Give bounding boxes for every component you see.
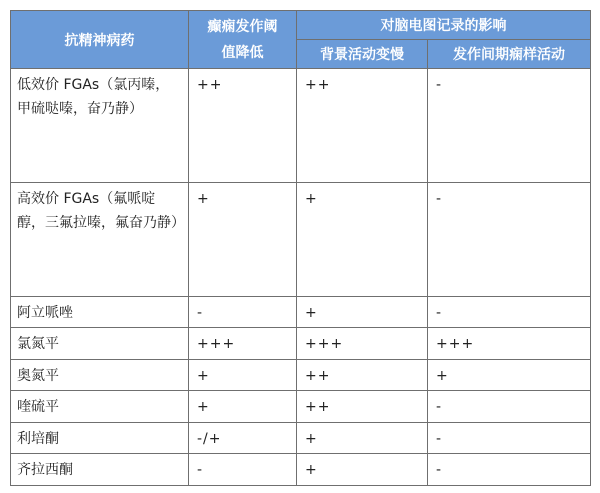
threshold-value: - [189,454,297,486]
drug-name: 利培酮 [11,422,189,454]
drug-name: 高效价 FGAs（氟哌啶醇，三氟拉嗪，氟奋乃静） [11,182,189,296]
header-eeg-group: 对脑电图记录的影响 [297,11,591,40]
epileptiform-value: - [428,296,591,328]
background-value: + [297,422,428,454]
epileptiform-value: - [428,182,591,296]
threshold-value: +++ [189,328,297,360]
threshold-value: + [189,182,297,296]
epileptiform-value: +++ [428,328,591,360]
background-value: +++ [297,328,428,360]
header-background: 背景活动变慢 [297,40,428,69]
threshold-value: ++ [189,69,297,183]
drug-name: 低效价 FGAs（氯丙嗪，甲硫哒嗪，奋乃静） [11,69,189,183]
drug-name: 齐拉西酮 [11,454,189,486]
table-row [11,422,591,454]
background-value: ++ [297,69,428,183]
threshold-value: + [189,391,297,423]
threshold-value: + [189,359,297,391]
table-row [11,391,591,423]
antipsychotic-eeg-table [10,10,591,486]
epileptiform-value: - [428,69,591,183]
header-threshold: 癫痫发作阈值降低 [189,11,297,69]
epileptiform-value: - [428,391,591,423]
background-value: + [297,182,428,296]
table-row [11,328,591,360]
background-value: ++ [297,391,428,423]
table-row [11,359,591,391]
header-drug: 抗精神病药 [11,11,189,69]
threshold-value: - [189,296,297,328]
drug-name: 喹硫平 [11,391,189,423]
epileptiform-value: - [428,454,591,486]
table-row [11,296,591,328]
table-row [11,454,591,486]
drug-name: 氯氮平 [11,328,189,360]
drug-name: 奥氮平 [11,359,189,391]
background-value: + [297,296,428,328]
epileptiform-value: + [428,359,591,391]
header-epileptiform: 发作间期痫样活动 [428,40,591,69]
threshold-value: -/+ [189,422,297,454]
drug-name: 阿立哌唑 [11,296,189,328]
background-value: ++ [297,359,428,391]
table-row [11,69,591,183]
epileptiform-value: - [428,422,591,454]
background-value: + [297,454,428,486]
table-row [11,182,591,296]
